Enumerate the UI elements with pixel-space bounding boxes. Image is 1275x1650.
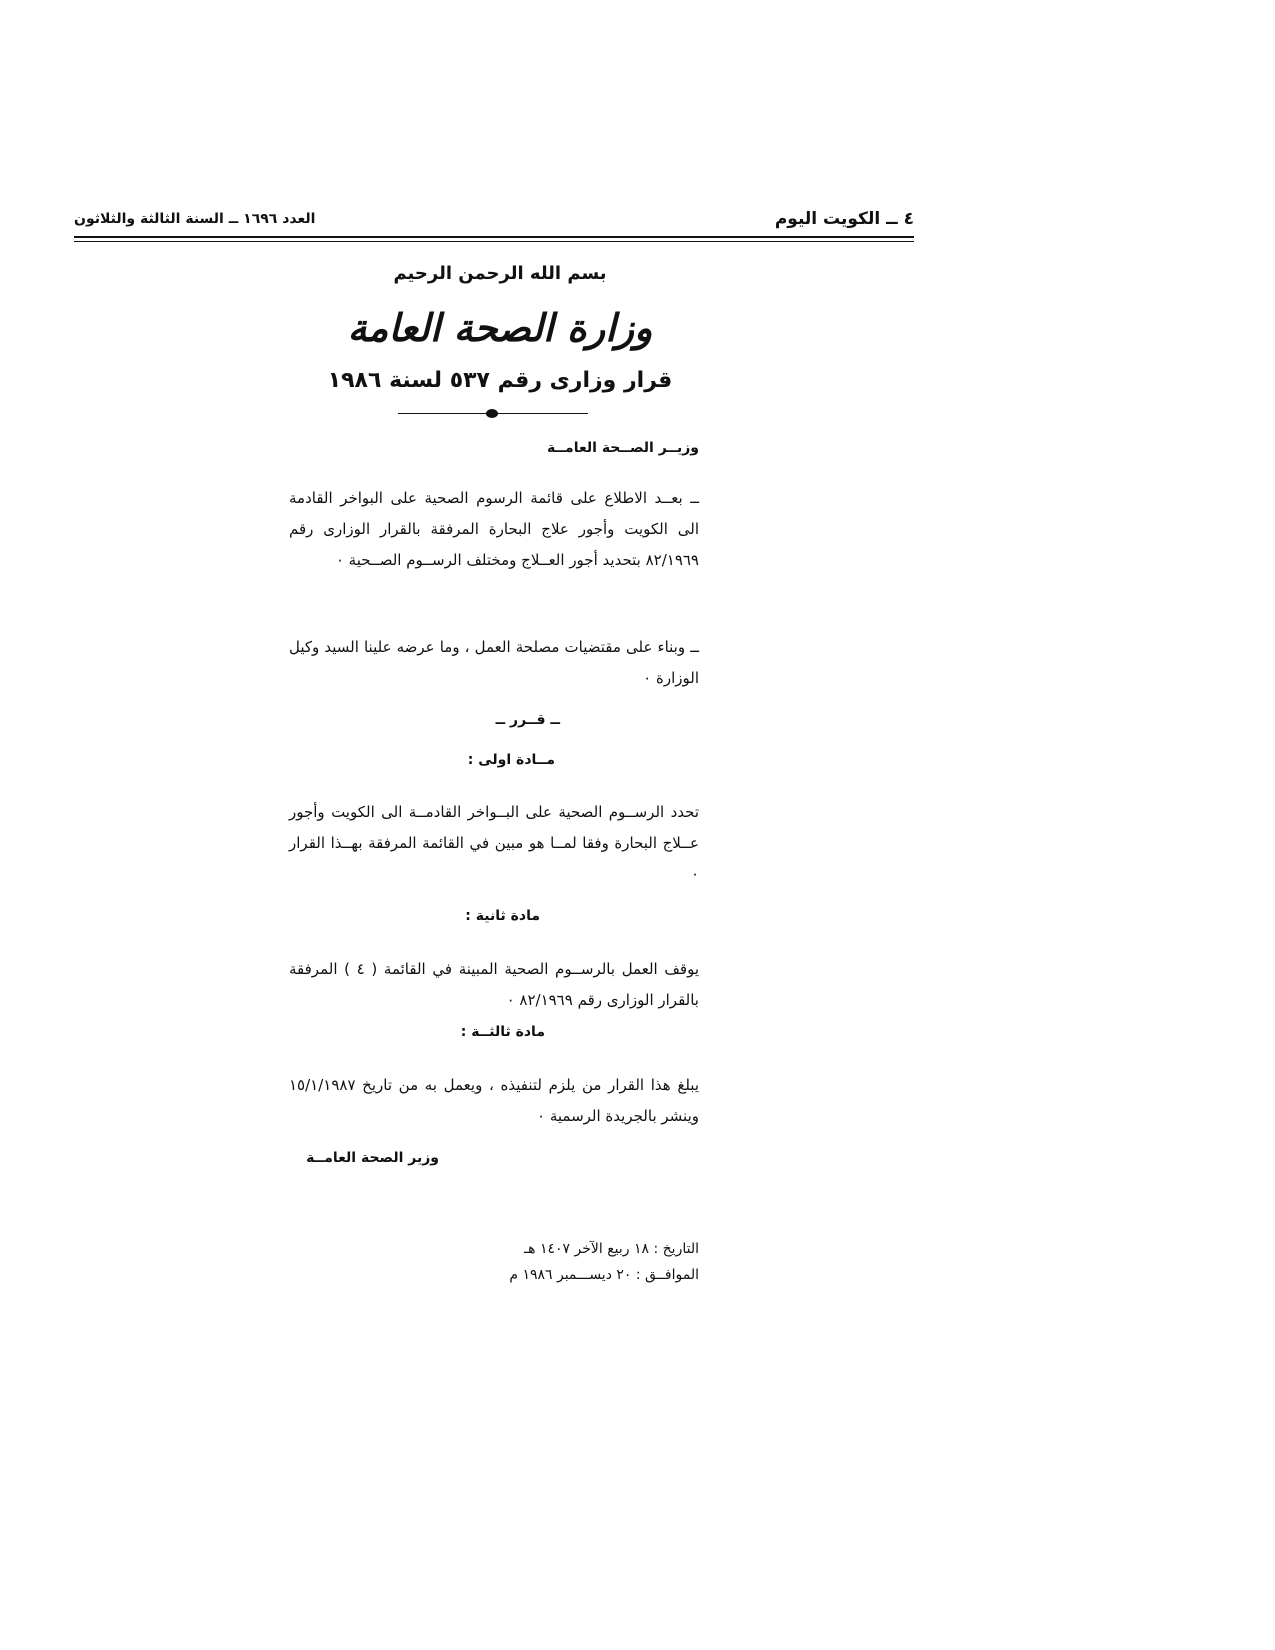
date-hijri: التاريخ : ١٨ ربيع الآخر ١٤٠٧ هـ: [524, 1241, 699, 1257]
preamble-paragraph-2: ــ وبناء على مقتضيات مصلحة العمل ، وما عرضه علينا السيد وكيل الوزارة ٠: [289, 638, 699, 687]
date-block: [509, 1236, 699, 1288]
article-1-text: تحدد الرســوم الصحية على البــواخر القادمــة الى الكويت وأجور عــلاج البحارة وفقا لمــا هو مبين في القائمة المرفقة بهــذا القرار ٠: [289, 803, 699, 883]
date-gregorian: الموافــق : ٢٠ ديســـمبر ١٩٨٦ م: [509, 1267, 699, 1283]
basmala: بسم الله الرحمن الرحيم: [393, 263, 607, 284]
article-3-title: مادة ثالثــة :: [460, 1024, 545, 1040]
running-header: [74, 205, 914, 235]
decree-title: قرار وزارى رقم ٥٣٧ لسنة ١٩٨٦: [327, 368, 673, 393]
article-2-text: يوقف العمل بالرســوم الصحية المبينة في القائمة ( ٤ ) المرفقة بالقرار الوزارى رقم ٨٢/١٩٦٩ ٠: [289, 960, 699, 1009]
issue-label: العدد ١٦٩٦ ــ السنة الثالثة والثلاثون: [74, 211, 316, 227]
preamble-paragraph-1: ــ بعــد الاطلاع على قائمة الرسوم الصحية على البواخر القادمة الى الكويت وأجور علاج البحارة المرفقة بالقرار الوزارى رقم ٨٢/١٩٦٩ بتحديد أجور العــلاج ومختلف الرســوم الصــحية ٠: [289, 489, 699, 569]
article-3-text: يبلغ هذا القرار من يلزم لتنفيذه ، ويعمل به من تاريخ ١٥/١/١٩٨٧ وينشر بالجريدة الرسمية ٠: [289, 1076, 699, 1125]
signature: وزير الصحة العامــة: [306, 1150, 439, 1166]
decided-heading: ــ قــرر ــ: [495, 712, 560, 728]
header-rule-thick: [74, 236, 914, 238]
title-ornament: [398, 408, 588, 420]
article-1-title: مــادة اولى :: [467, 752, 555, 768]
header-rule-thin: [74, 241, 914, 242]
article-2-title: مادة ثانية :: [465, 908, 540, 924]
ministry-name: وزارة الصحة العامة: [347, 305, 653, 350]
page-label: ٤ ــ الكويت اليوم: [774, 209, 914, 229]
ornament-dot: [486, 409, 498, 418]
minister-title: وزيــر الصــحة العامــة: [547, 440, 699, 456]
